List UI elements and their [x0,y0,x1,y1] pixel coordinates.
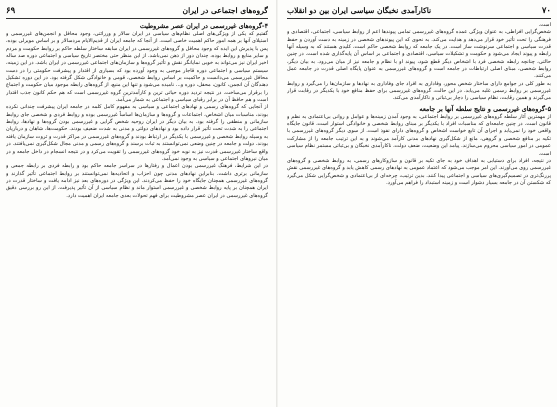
left-page-body [6,22,268,200]
body-paragraph: به طور کلی در جوامع دارای ساختار شخص محور، وفاداری به افراد جای وفاداری به نهادها و سازمان‌ها را می‌گیرد و روابط غیررسمی بر روابط رسمی غلبه می‌یابد. در این حالت، گروه‌های غیررسمی برای حفظ منافع خود با یکدیگر در رقابت قرار می‌گیرند و همین رقابت، نظام سیاسی را دچار بی‌ثباتی و ناکارآمدی می‌کند. [287,80,551,102]
section-heading: ۵-گروه‌های غیررسمی و نتایج سلطه آنها بر جامعه [419,104,551,113]
body-paragraph: در نتیجه، افراد برای دستیابی به اهداف خود به جای تکیه بر قانون و سازوکارهای رسمی، به روابط شخصی و گروه‌های غیررسمی روی می‌آورند. این امر موجب می‌شود که اعتماد عمومی به نهادهای رسمی کاهش یابد و گروه‌های غیررسمی نقش پررنگ‌تری در تصمیم‌گیری‌های سیاسی و اجتماعی پیدا کنند. بدین ترتیب، چرخه‌ای از بی‌اعتمادی و شخص‌گرایی شکل می‌گیرد که شکستن آن در جامعه بسیار دشوار است و زمینه استبداد را فراهم می‌آورد. [287,157,551,186]
body-paragraph: است. [538,22,551,28]
book-gutter [276,0,278,407]
right-page-body [287,22,551,187]
body-paragraph: شخص‌گرایی افراطی، به عنوان ویژگی عمده گروه‌های غیررسمی تمامی پیوندها اعم از روابط سیاسی، اجتماعی، اقتصادی و فرهنگی را تحت تأثیر خود قرار می‌دهد و هدایت می‌کند. به نحوی که این پیوندهای شخصی در زمینه به دست آوردن و حفظ قدرت سیاسی و اجتماعی سرنوشت ساز است. در یک جامعه که روابط شخصی حاکم است، کلیدی هستند که به وسیله آنها رابطه و پیوند ایجاد می‌شود و حکومت و تشکیلات سیاسی، اقتصادی و اجتماعی بر اساس آن پایه‌گذاری شده است. در چنین حالتی، چنانچه رابطه شخصی فرد با اشخاص دیگر قطع شود، پیوند او با نظام و جامعه نیز از میان می‌رود. به بیان دیگر، روابط شخصی، مبنای اصلی ارتباطات در جامعه است و گروه‌های غیررسمی به عنوان پایگاه اصلی قدرت در جامعه عمل می‌کنند. [287,29,551,80]
right-running-head: ناکارآمدی نخبگان سیاسی ایران بین دو انقلاب [287,6,432,15]
section-heading: ۴-گروه‌های غیررسمی در ایران عصر مشروطیت [139,22,268,30]
right-page-number: ۷۰ [541,6,551,16]
right-page-header [287,6,551,19]
left-page-number: ۶۹ [6,6,16,16]
body-paragraph: گفتیم که یکی از ویژگی‌های اصلی نظام‌های سیاسی در ایران سالار و ورراثتی، وجود محافل و انجمن‌های غیررسمی و استیلای آنها بر همه امور حاکم اهمیت خاصی است. از آنجا که جامعه ایران از قدیم‌الایام مردسالار و بر اساس مویرلی بوده، پس با پذیرش این ایده که وجود محافل و گروه‌های غیررسمی در ایران سابقه ساختار سلطه حاکم بر روابط حکومت و مردم و سایر منابع و روابط بوده، چندان دور از ذهن نمی‌باشد. از این منظر حتی مختصر تاریخ سیاسی و اجتماعی دوره صد ساله اخیر ایران نیز می‌تواند به خوبی نمایانگر نقش و تأثیر گروه‌ها و سازمان‌های اجتماعی غیررسمی در ایران باشد. در این زمینه، سیستم سیاسی و اجتماعی دوره قاجار موجبی به وجود آورده بود که بسیاری از اقتدار و پیشرفت حکومتی را در دست محافل غیررسمی می‌دانست و حاکمیت بر اساس روابط شخصی، قومی و خانوادگی شکل گرفته بود. در این دوره تشکیل دهندگان آن انجمن، کانون، محفل، دوره و... نامیده می‌شود و تنها این منبع، از گروه‌های رابطه موجود میان حکومت و اجتماع را برقرار می‌ساخت. در نتیجه تردید دوره حیاتی ترین و کارآمدترین گروه غیررسمی است که هم حکم کانون جذب اقتدار است و هم حافظ آن در برابر رقبای سیاسی و اجتماعی به شمار می‌آمد. [6,31,268,104]
left-running-head: گروه‌های اجتماعی در ایران [182,6,268,15]
body-paragraph: از آنجایی که گروه‌های رسمی و نهادهای اجتماعی و سیاسی به مفهوم کامل کلمه در جامعه ایران پیشرفت چندانی نکرده بودند، مناسبات میان اشخاص، اجتماعات و گروه‌ها و سازمان‌ها اساساً غیررسمی بوده و روابط فردی و شخصی جای روابط سازمانی و منطقی را گرفته بود. به بیان دیگر در ایران روحیه شخص گرایی و غیررسمی بودن گروه‌ها و نهادها، روابط اجتماعی را به شدت تحت تأثیر قرار داده بود و نهادهای دولتی و مدنی به شدت ضعیف بودند. حکومت‌ها، شاهان و درباریان به وسیله روابط شخصی و غیررسمی با یکدیگر در ارتباط بودند و گروه‌های غیررسمی در مراکز قدرت و ثروت سازمان یافته بودند. دولت و جامعه در چنین وضعی نمی‌توانستند به ثبات برسند و گروه‌های رسمی و مدنی مجال شکل‌گیری نمی‌یافتند. در واقع ساختار غیررسمی قدرت نیز به نوبه خود گروه‌های غیررسمی را تقویت می‌کرد و در نتیجه انسجام در داخل جامعه و در میان نیروهای اجتماعی و سیاسی به وجود نمی‌آمد. [6,104,268,162]
body-paragraph: در این شرایط، فرهنگ غیررسمی بودن اعمال و رفتارها در سراسر جامعه حاکم بود و رابطه فردی بر رابطه جمعی و سازمانی برتری داشت. بنابراین نهادهای مدنی چون احزاب و اتحادیه‌ها نمی‌توانستند بر روابط اجتماعی تأثیر گذارند و گروه‌های غیررسمی همچنان جایگاه خود را حفظ می‌کردند. این ویژگی در دوره‌های بعد نیز ادامه یافت و ساختار قدرت در ایران همچنان بر پایه روابط شخصی و غیررسمی استوار ماند و نظام سیاسی از آن تأثیر پذیرفت. از این رو بررسی دقیق گروه‌های غیررسمی در ایران عصر مشروطیت برای فهم تحولات بعدی جامعه ایران اهمیت دارد. [6,163,268,199]
left-page-header [6,6,268,19]
body-paragraph: از مهمترین آثار سلطه گروه‌های غیررسمی بر روابط اجتماعی، به وجود آمدن زمینه‌ها و عوامل و روانی بی‌اعتمادی به نظم و قانون است. در چنین جامعه‌ای که مناسبات افراد با یکدیگر بر مبنای روابط شخصی و خانوادگی استوار است، قانون جایگاه واقعی خود را نمی‌یابد و اجرای آن تابع خواست اشخاص و گروه‌های دارای نفوذ است. از سوی دیگر گروه‌های غیررسمی با تکیه بر منافع شخصی و گروهی، مانع از شکل‌گیری نهادهای مدنی کارآمد می‌شوند و به این ترتیب جامعه را از مشارکت عمومی در امور سیاسی محروم می‌سازند. پیامد این وضعیت، ضعف دولت، ناکارآمدی نخبگان و بی‌ثباتی مستمر نظام سیاسی است. [287,113,551,157]
left-page [6,6,268,402]
right-page [287,6,551,402]
